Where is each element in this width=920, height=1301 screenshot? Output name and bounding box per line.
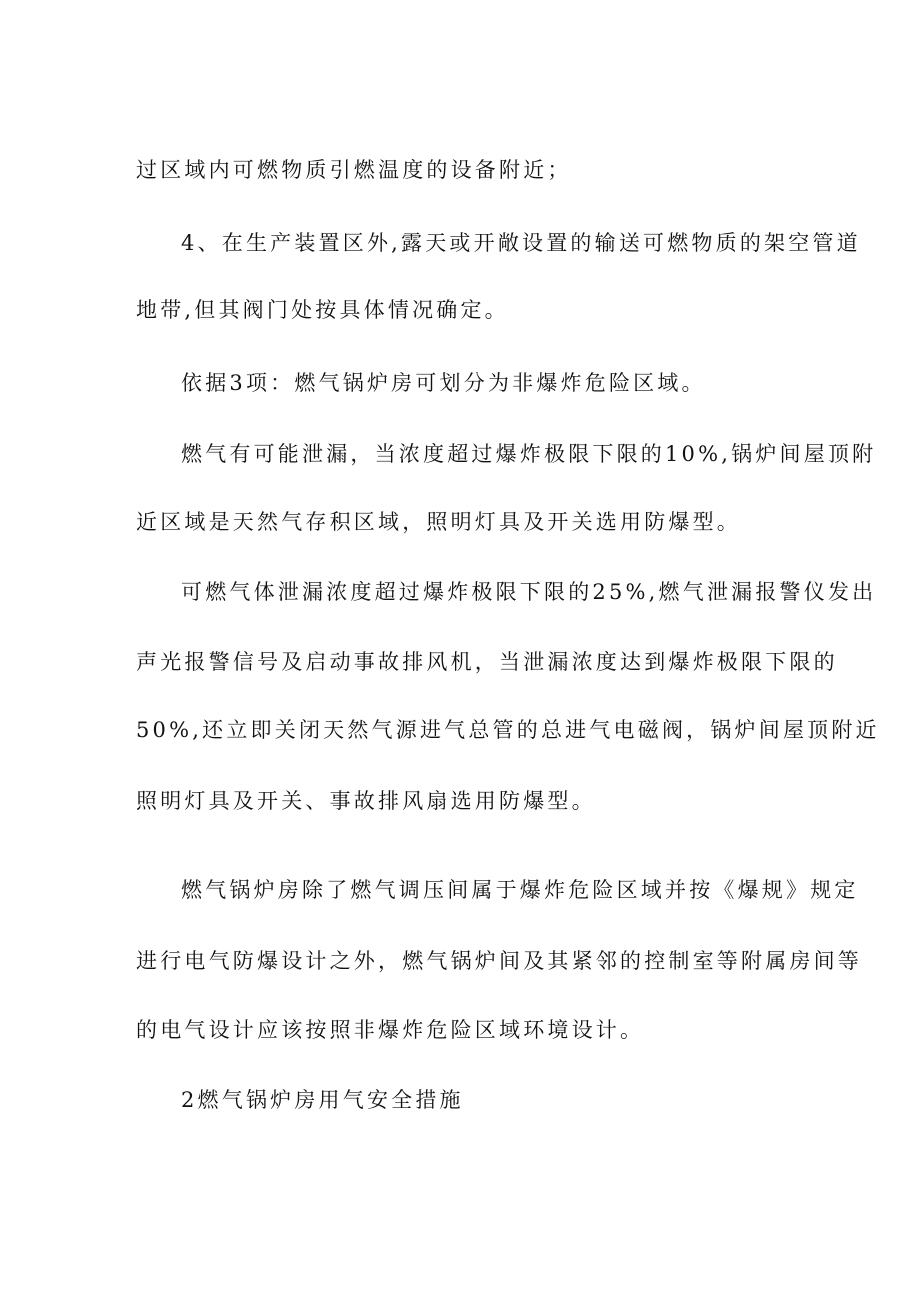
text-line: 进行电气防爆设计之外，燃气锅炉间及其紧邻的控制室等附属房间等 bbox=[136, 949, 862, 973]
text-line: 地带,但其阀门处按具体情况确定。 bbox=[136, 298, 509, 322]
text-line: 燃气锅炉房除了燃气调压间属于爆炸危险区域并按《爆规》规定 bbox=[181, 878, 859, 902]
text-line: 可燃气体泄漏浓度超过爆炸极限下限的25%,燃气泄漏报警仪发出 bbox=[181, 580, 877, 604]
text-line: 过区域内可燃物质引燃温度的设备附近； bbox=[136, 158, 572, 182]
text-line: 燃气有可能泄漏，当浓度超过爆炸极限下限的10%,锅炉间屋顶附 bbox=[181, 442, 877, 466]
text-line: 声光报警信号及启动事故排风机，当泄漏浓度达到爆炸极限下限的 bbox=[136, 650, 838, 674]
text-line: 照明灯具及开关、事故排风扇选用防爆型。 bbox=[136, 789, 596, 813]
text-line: 近区域是天然气存积区域，照明灯具及开关选用防爆型。 bbox=[136, 510, 741, 534]
text-line: 的电气设计应该按照非爆炸危险区域环境设计。 bbox=[136, 1018, 645, 1042]
text-line: 50%,还立即关闭天然气源进气总管的总进气电磁阀，锅炉间屋顶附近 bbox=[136, 718, 880, 742]
section-heading: 2燃气锅炉房用气安全措施 bbox=[181, 1088, 464, 1112]
text-line: 4、在生产装置区外,露天或开敞设置的输送可燃物质的架空管道 bbox=[181, 231, 861, 255]
text-line: 依据3项：燃气锅炉房可划分为非爆炸危险区域。 bbox=[181, 371, 706, 395]
